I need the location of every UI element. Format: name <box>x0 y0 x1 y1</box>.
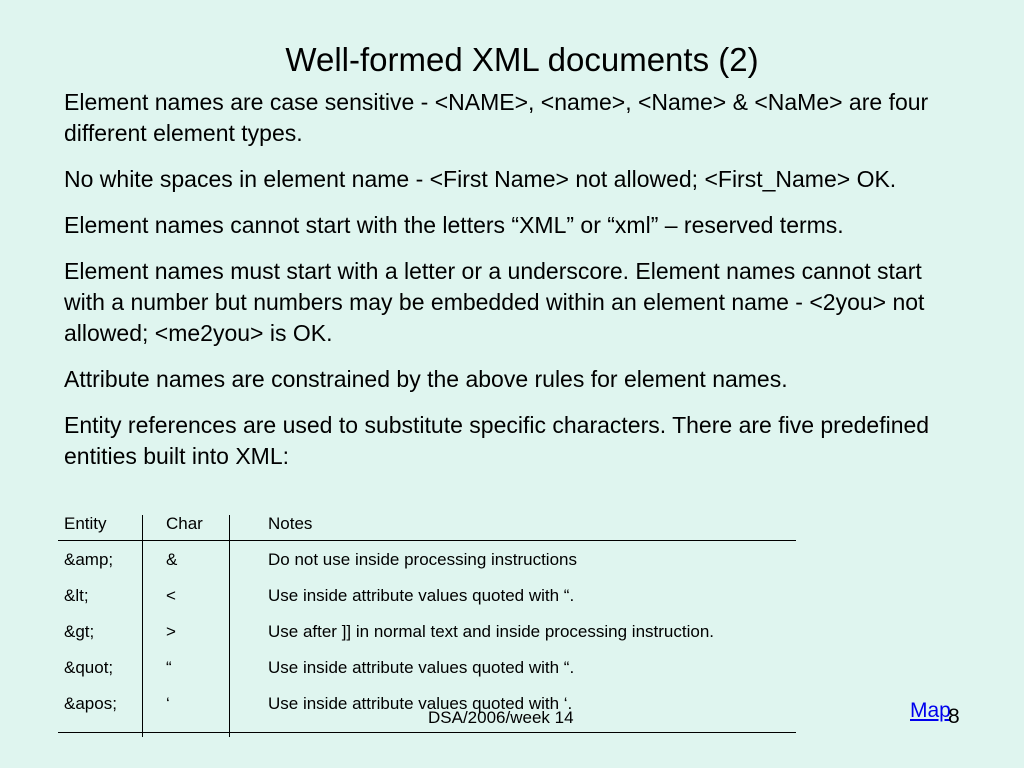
table-bottom-rule <box>58 732 796 733</box>
bullet-entity-references: Entity references are used to substitute specific characters. There are five predefined entities built into XML: <box>64 412 930 469</box>
bullet-no-white-spaces: No white spaces in element name - <First Name> not allowed; <First_Name> OK. <box>64 166 897 192</box>
table-row-lt-char: < <box>166 586 176 605</box>
table-row-apos-notes: Use inside attribute values quoted with ‘. <box>268 694 573 713</box>
table-row-gt-char: > <box>166 622 176 641</box>
table-column-divider-1 <box>142 515 143 737</box>
table-row-amp-entity: &amp; <box>64 550 114 569</box>
page-number: 8 <box>948 705 960 728</box>
footer-course-label: DSA/2006/week 14 <box>428 708 574 727</box>
table-row-amp-notes: Do not use inside processing instructions <box>268 550 577 569</box>
table-row-apos-char: ‘ <box>166 694 170 713</box>
bullet-attribute-names: Attribute names are constrained by the above rules for element names. <box>64 366 788 392</box>
table-header-char: Char <box>166 514 203 533</box>
table-column-divider-2 <box>229 515 230 737</box>
bullet-case-sensitive: Element names are case sensitive - <NAME>, <name>, <Name> & <NaMe> are four different element types. <box>64 89 929 146</box>
table-header-rule <box>58 540 796 541</box>
table-row-gt-entity: &gt; <box>64 622 95 641</box>
table-row-quot-entity: &quot; <box>64 658 114 677</box>
table-row-lt-notes: Use inside attribute values quoted with “. <box>268 586 575 605</box>
bullet-list <box>64 87 964 487</box>
table-row-amp-char: & <box>166 550 178 569</box>
map-link[interactable]: Map <box>910 699 951 722</box>
table-row-apos-entity: &apos; <box>64 694 117 713</box>
bullet-no-xml-prefix: Element names cannot start with the letters “XML” or “xml” – reserved terms. <box>64 212 844 238</box>
table-row-quot-notes: Use inside attribute values quoted with “. <box>268 658 575 677</box>
table-header-notes: Notes <box>268 514 313 533</box>
bullet-start-letter: Element names must start with a letter or a underscore. Element names cannot start with a number but numbers may be embedded within an element name - <2you> not allowed; <me2you> is OK. <box>64 258 925 346</box>
table-row-lt-entity: &lt; <box>64 586 89 605</box>
table-header-entity: Entity <box>64 514 107 533</box>
slide-title: Well-formed XML documents (2) <box>285 41 759 78</box>
table-row-quot-char: “ <box>166 658 172 677</box>
table-row-gt-notes: Use after ]] in normal text and inside processing instruction. <box>268 622 714 641</box>
